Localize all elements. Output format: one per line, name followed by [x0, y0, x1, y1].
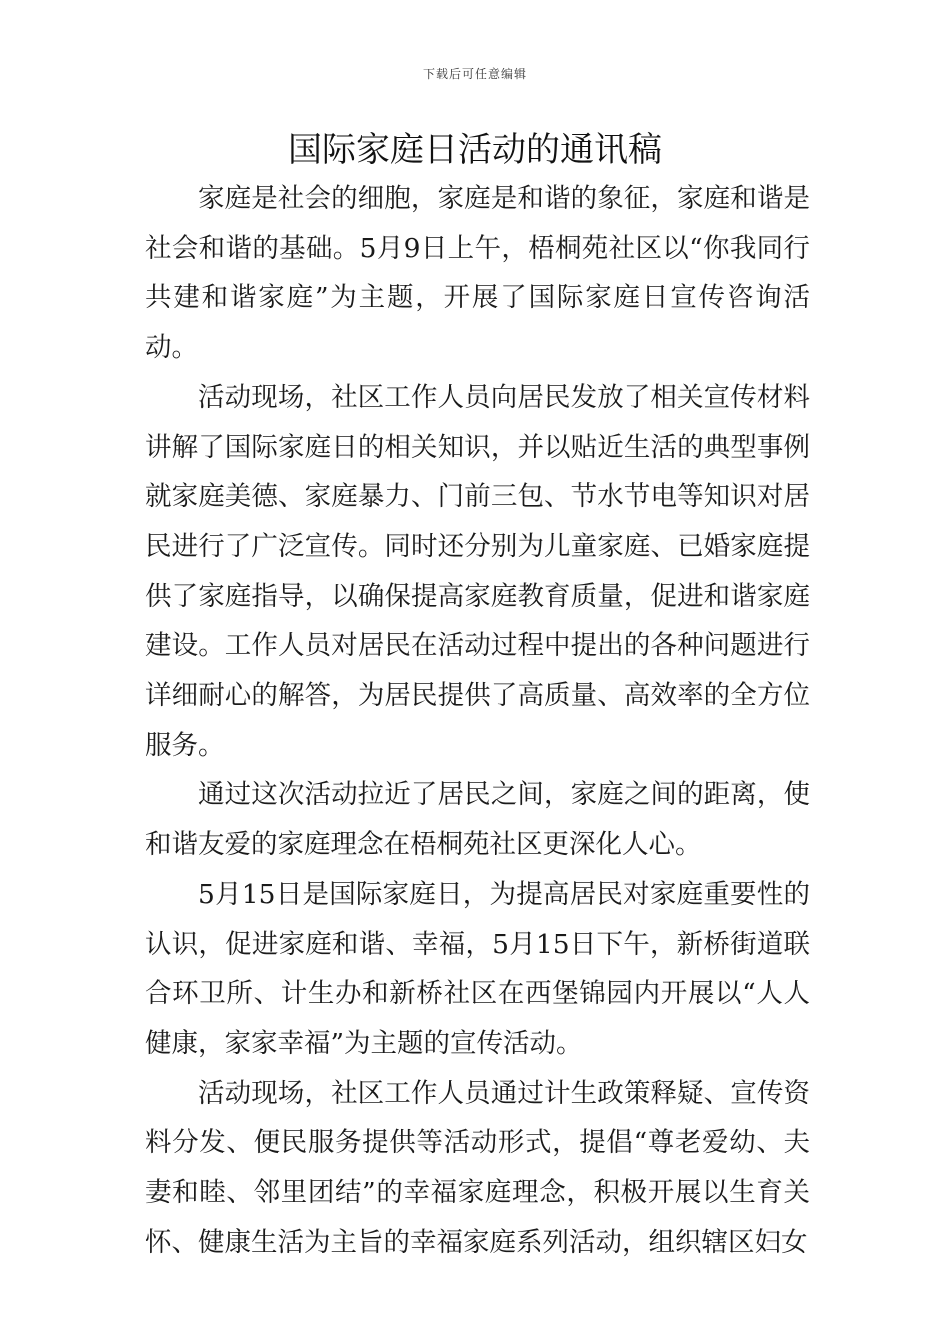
paragraph: 家庭是社会的细胞，家庭是和谐的象征，家庭和谐是社会和谐的基础。5月9日上午，梧桐苑社区以“你我同行共建和谐家庭”为主题，开展了国际家庭日宣传咨询活动。 [145, 183, 810, 364]
document-title: 国际家庭日活动的通讯稿 [288, 130, 662, 170]
paragraph: 活动现场，社区工作人员通过计生政策释疑、宣传资料分发、便民服务提供等活动形式，提倡“尊老爱幼、夫妻和睦、邻里团结”的幸福家庭理念，积极开展以生育关怀、健康生活为主旨的幸福家庭系列活动，组织辖区妇女 [145, 1077, 810, 1258]
paragraph: 5月15日是国际家庭日，为提高居民对家庭重要性的认识，促进家庭和谐、幸福，5月15日下午，新桥街道联合环卫所、计生办和新桥社区在西堡锦园内开展以“人人健康，家家幸福”为主题的宣传活动。 [145, 878, 810, 1059]
document-body [145, 174, 810, 1267]
paragraph: 活动现场，社区工作人员向居民发放了相关宣传材料讲解了国际家庭日的相关知识，并以贴近生活的典型事例就家庭美德、家庭暴力、门前三包、节水节电等知识对居民进行了广泛宣传。同时还分别为儿童家庭、已婚家庭提供了家庭指导，以确保提高家庭教育质量，促进和谐家庭建设。工作人员对居民在活动过程中提出的各种问题进行详细耐心的解答，为居民提供了高质量、高效率的全方位服务。 [145, 381, 810, 761]
header-note: 下载后可任意编辑 [422, 67, 527, 81]
paragraph: 通过这次活动拉近了居民之间，家庭之间的距离，使和谐友爱的家庭理念在梧桐苑社区更深化人心。 [145, 779, 810, 861]
